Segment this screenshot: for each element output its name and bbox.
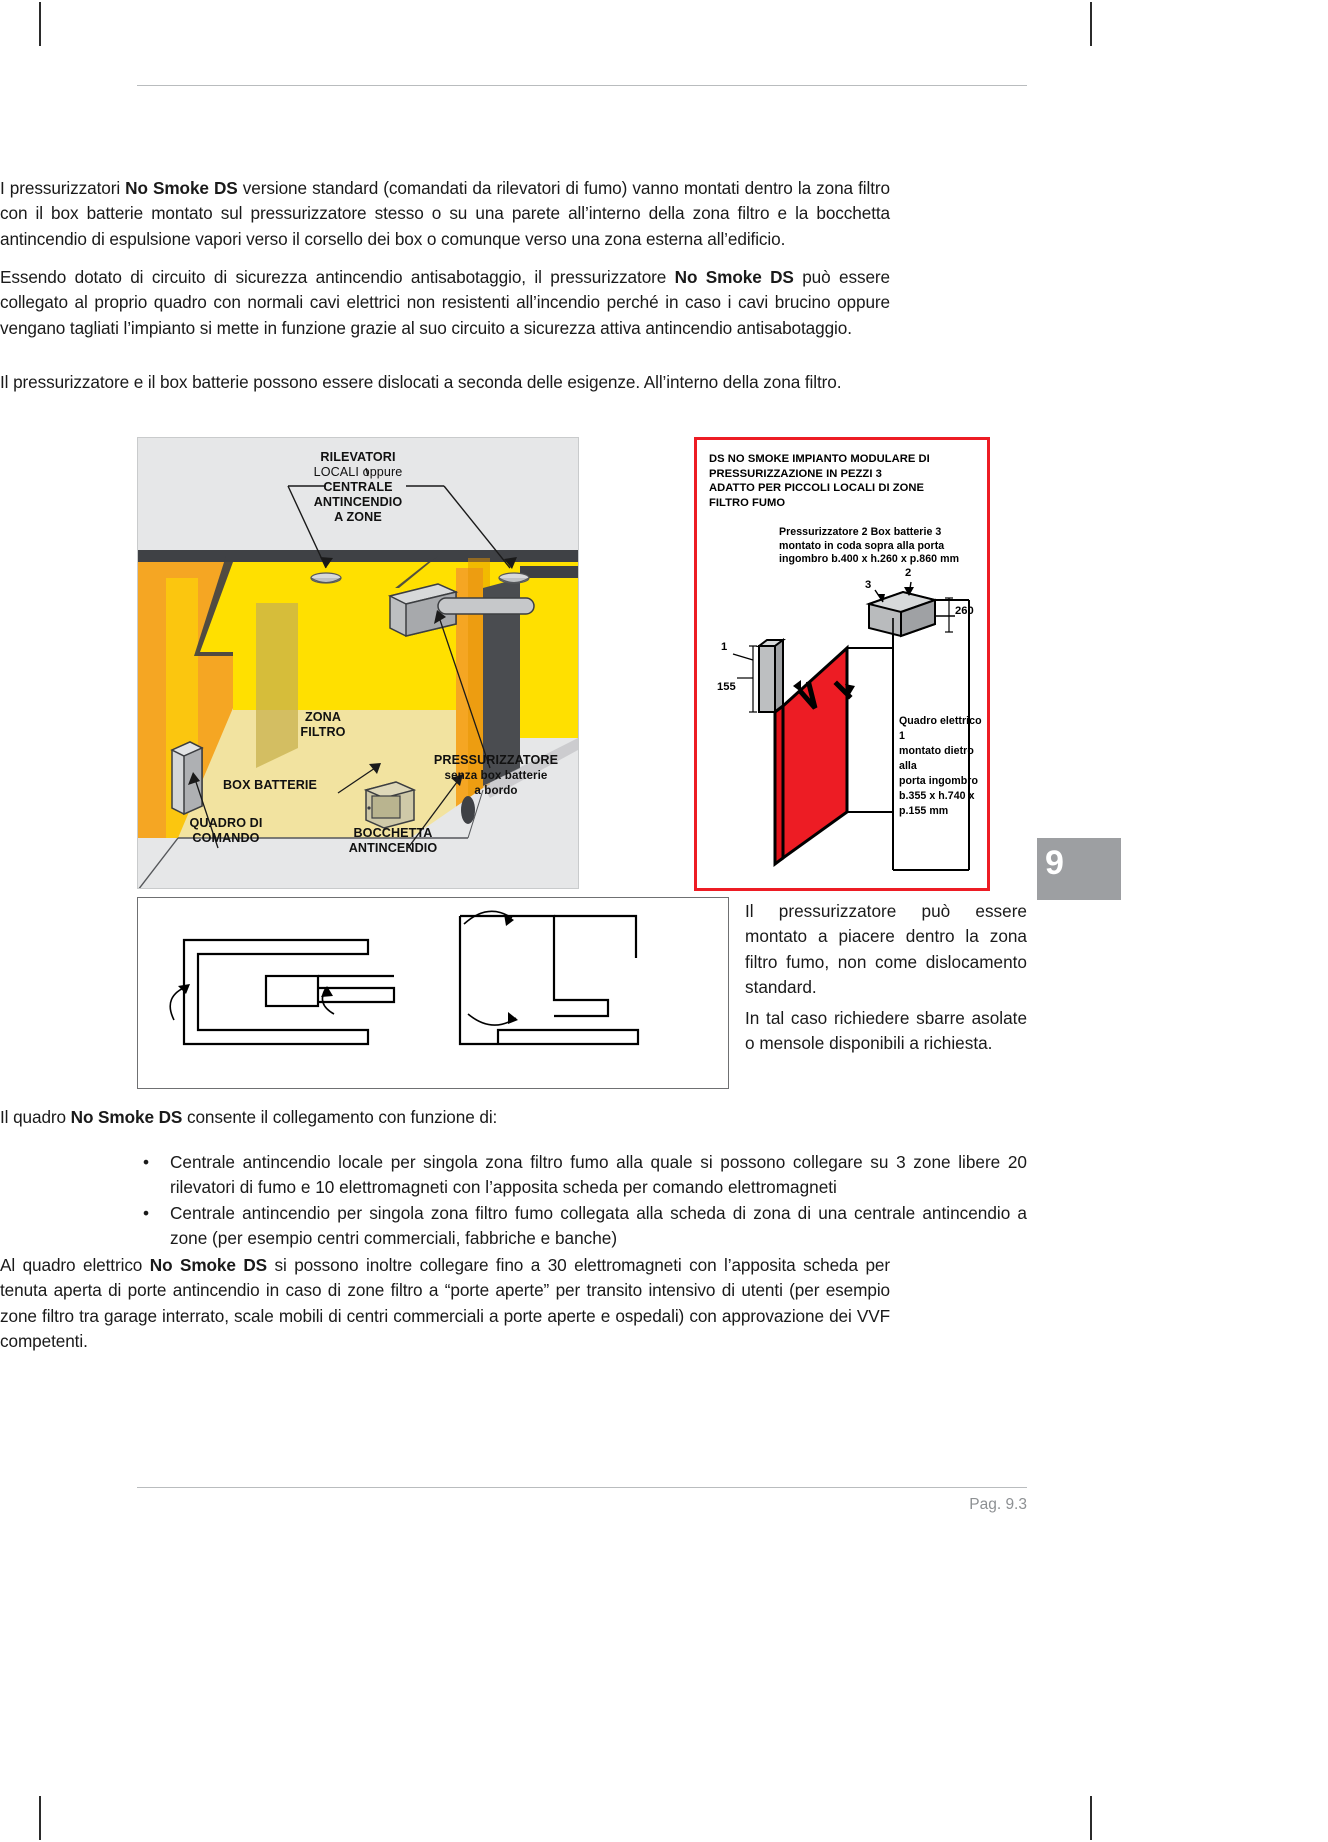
smoke-detector-right bbox=[499, 573, 529, 583]
plan-drawing bbox=[138, 898, 726, 1086]
list-item bbox=[137, 1150, 1027, 1201]
page-number-text: Pag. 9.3 bbox=[969, 1496, 1027, 1513]
header-rule bbox=[137, 85, 1027, 86]
footer-rule bbox=[137, 1487, 1027, 1488]
note-top-line2: montato in coda sopra alla porta bbox=[779, 539, 945, 552]
figure-plan-views bbox=[137, 897, 729, 1089]
note-right-line4: b.355 x h.740 x p.155 mm bbox=[899, 790, 975, 817]
smoke-detector-left bbox=[311, 573, 341, 583]
bullet-marker: • bbox=[143, 1152, 150, 1172]
right-fig-title-line2: PRESSURIZZAZIONE IN PEZZI 3 bbox=[709, 467, 882, 480]
product-name-bold: No Smoke DS bbox=[125, 178, 238, 198]
feature-list bbox=[137, 1150, 1027, 1252]
box-batterie-unit bbox=[366, 782, 414, 828]
label-pressurizzatore bbox=[416, 753, 576, 798]
product-name-bold-4: No Smoke DS bbox=[149, 1255, 268, 1275]
label-detectors-line2: LOCALI oppure bbox=[313, 465, 403, 479]
label-bocchetta-line1: BOCCHETTA bbox=[353, 826, 433, 840]
side-note-2: In tal caso richiedere sbarre asolate o mensole disponibili a richiesta. bbox=[745, 1008, 1027, 1054]
bocchetta-antincendio-vent bbox=[461, 796, 475, 824]
paragraph-5-part-c: si possono inoltre collegare fino a 30 elettromagneti con l’apposita scheda per tenuta aperta di porte antincendio in caso di zone filtro a “porte aperte” per transito intensivo di utenti (per esempio zone filtro tra garage interrato, scale mobili di centri commerciali a porte aperte e ospedali) con approvazione dei VVF competenti. bbox=[0, 1255, 890, 1352]
side-note-1: Il pressurizzatore può essere montato a piacere dentro la zona filtro fumo, non come dislocamento standard. bbox=[745, 901, 1027, 998]
dim-155: 155 bbox=[717, 681, 736, 693]
paragraph-1 bbox=[0, 176, 890, 252]
label-zona-filtro-line2: FILTRO bbox=[300, 725, 346, 739]
crop-mark-bottom-left bbox=[39, 1796, 41, 1840]
note-right-line1: Quadro elettrico 1 bbox=[899, 715, 982, 742]
quadro-elettrico-box bbox=[759, 640, 783, 712]
paragraph-1-part-a: I pressurizzatori bbox=[0, 178, 126, 198]
label-press-line3: a bordo bbox=[474, 784, 518, 797]
callout-3: 3 bbox=[865, 579, 872, 591]
note-right-line2: montato dietro alla bbox=[899, 745, 974, 772]
crop-mark-top-right bbox=[1090, 2, 1092, 46]
label-detectors bbox=[248, 450, 468, 525]
dim-260: 260 bbox=[955, 605, 974, 617]
paragraph-4 bbox=[0, 1105, 890, 1130]
label-detectors-line4: ANTINCENDIO bbox=[313, 495, 403, 509]
page-number bbox=[137, 1496, 1027, 1514]
note-right-line3: porta ingombro bbox=[899, 775, 978, 787]
paragraph-2-part-a: Essendo dotato di circuito di sicurezza antincendio antisabotaggio, il pressurizzatore bbox=[0, 267, 675, 287]
label-zona-filtro bbox=[268, 710, 378, 740]
label-detectors-line5: A ZONE bbox=[334, 510, 382, 524]
right-fig-note-top bbox=[779, 526, 984, 567]
label-bocchetta-line2: ANTINCENDIO bbox=[348, 841, 438, 855]
label-detectors-line3: CENTRALE bbox=[323, 480, 393, 494]
paragraph-2 bbox=[0, 265, 890, 341]
right-fig-title-line1: DS NO SMOKE IMPIANTO MODULARE DI bbox=[709, 453, 930, 465]
crop-mark-bottom-right bbox=[1090, 1796, 1092, 1840]
duct-bar bbox=[438, 598, 534, 614]
paragraph-4-part-a: Il quadro bbox=[0, 1107, 71, 1127]
label-detectors-line1: RILEVATORI bbox=[320, 450, 396, 464]
list-item-text: Centrale antincendio per singola zona filtro fumo collegata alla scheda di zona di una centrale antincendio a zone (per esempio centri commerciali, fabbriche e banche) bbox=[170, 1202, 1027, 1249]
product-name-bold-3: No Smoke DS bbox=[70, 1107, 183, 1127]
label-quadro-line1: QUADRO DI bbox=[189, 816, 263, 830]
chapter-tab-number: 9 bbox=[1045, 844, 1064, 882]
note-top-line1: Pressurizzatore 2 Box batterie 3 bbox=[779, 526, 942, 538]
list-item-text: Centrale antincendio locale per singola zona filtro fumo alla quale si possono collegare su 3 zone libere 20 rilevatori di fumo e 10 elettromagneti con l’apposita scheda per comando elettromagneti bbox=[170, 1152, 1027, 1198]
product-name-bold-2: No Smoke DS bbox=[674, 267, 794, 287]
paragraph-1-part-c: versione standard (comandati da rilevatori di fumo) vanno montati dentro la zona filtro con il box batterie montato sul pressurizzatore stesso o su una parete all’interno della zona filtro e la bocchetta antincendio di espulsione vapori verso il corsello dei box o comunque verso una zona esterna all’edificio. bbox=[0, 178, 891, 249]
right-fig-title-line4: FILTRO FUMO bbox=[709, 496, 786, 509]
label-zona-filtro-line1: ZONA bbox=[304, 710, 342, 724]
callout-1: 1 bbox=[721, 641, 728, 653]
callout-2: 2 bbox=[905, 567, 912, 579]
crop-mark-top-left bbox=[39, 2, 41, 46]
right-fig-title bbox=[709, 452, 981, 510]
label-press-line2: senza box batterie bbox=[444, 769, 548, 782]
paragraph-5 bbox=[0, 1253, 890, 1355]
bullet-marker: • bbox=[143, 1202, 150, 1223]
paragraph-2-part-c: può essere collegato al proprio quadro con normali cavi elettrici non resistenti all’incendio perché in caso i cavi brucino oppure vengano tagliati l’impianto si mette in funzione grazie al suo circuito a sicurezza attiva antincendio antisabotaggio. bbox=[0, 267, 890, 338]
label-box-batterie: BOX BATTERIE bbox=[222, 778, 318, 792]
right-fig-note-right bbox=[899, 714, 989, 819]
paragraph-3: Il pressurizzatore e il box batterie possono essere dislocati a seconda delle esigenze. All’interno della zona filtro. bbox=[0, 372, 842, 392]
figure-modular-system bbox=[694, 437, 990, 891]
paragraph-4-part-c: consente il collegamento con funzione di: bbox=[182, 1107, 498, 1127]
note-top-line3: ingombro b.400 x h.260 x p.860 mm bbox=[779, 553, 960, 566]
chapter-tab bbox=[1037, 838, 1121, 900]
list-item bbox=[137, 1201, 1027, 1252]
right-fig-title-line3: ADATTO PER PICCOLI LOCALI DI ZONE bbox=[709, 482, 925, 494]
label-press-line1: PRESSURIZZATORE bbox=[433, 753, 559, 767]
figure-isometric-filter-zone bbox=[137, 437, 579, 889]
label-quadro-line2: COMANDO bbox=[192, 831, 260, 845]
paragraph-5-part-a: Al quadro elettrico bbox=[0, 1255, 150, 1275]
label-quadro-comando bbox=[156, 816, 296, 846]
label-bocchetta bbox=[318, 826, 468, 856]
